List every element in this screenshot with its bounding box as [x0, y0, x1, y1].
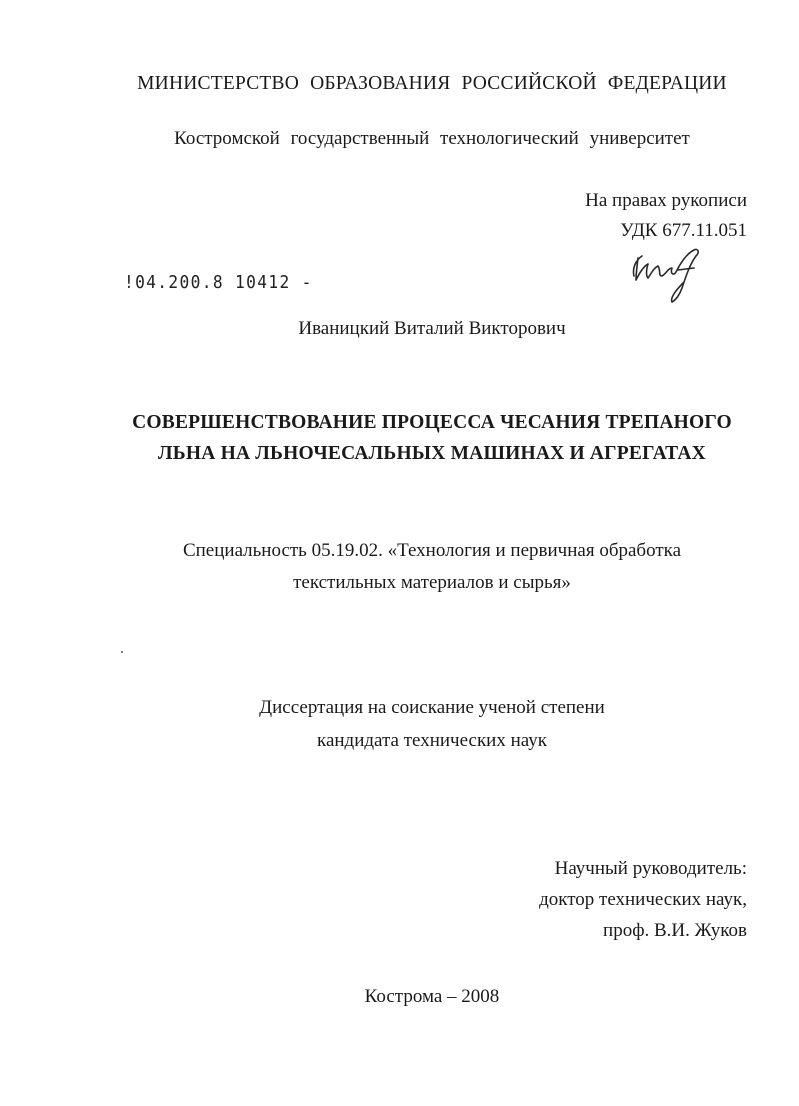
dissertation-title-line-2: ЛЬНА НА ЛЬНОЧЕСАЛЬНЫХ МАШИНАХ И АГРЕГАТАХ [158, 443, 706, 464]
dissertation-title-line-1: СОВЕРШЕНСТВОВАНИЕ ПРОЦЕССА ЧЕСАНИЯ ТРЕПАНОГО [132, 412, 732, 433]
registration-stamp: !04.200.8 10412 - [124, 272, 313, 293]
manuscript-rights: На правах рукописи [585, 190, 747, 211]
ministry-heading: МИНИСТЕРСТВО ОБРАЗОВАНИЯ РОССИЙСКОЙ ФЕДЕРАЦИИ [137, 73, 727, 94]
dissertation-purpose-line-1: Диссертация на соискание ученой степени [259, 697, 605, 718]
handwritten-signature [628, 246, 706, 304]
city-year: Кострома – 2008 [364, 986, 500, 1007]
specialty-line-2: текстильных материалов и сырья» [293, 572, 571, 593]
specialty-line-1: Специальность 05.19.02. «Технология и первичная обработка [182, 540, 682, 561]
supervisor-label: Научный руководитель: [554, 858, 747, 879]
university-name: Костромской государственный технологический университет [174, 128, 690, 149]
author-name: Иваницкий Виталий Викторович [298, 318, 566, 339]
supervisor-degree: доктор технических наук, [539, 889, 747, 910]
scan-speck [121, 651, 123, 653]
dissertation-purpose-line-2: кандидата технических наук [317, 730, 547, 751]
udk-code: УДК 677.11.051 [620, 220, 747, 241]
supervisor-name: проф. В.И. Жуков [603, 920, 747, 941]
